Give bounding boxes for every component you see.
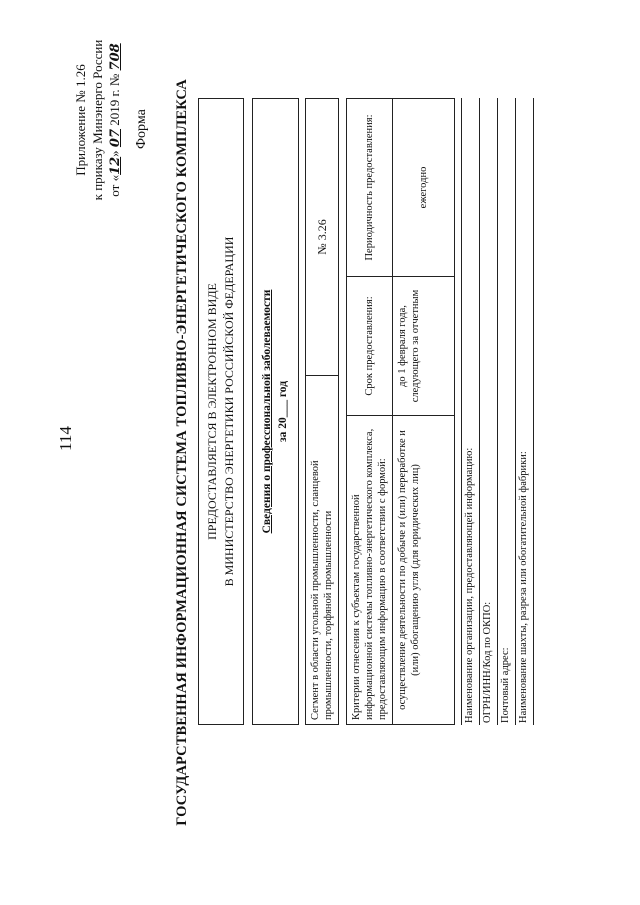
organization-name-field: Наименование организации, предоставляющей информацию: [462, 98, 480, 725]
frequency-header: Периодичность предоставления: [347, 99, 393, 277]
annex-day: 12 [108, 156, 123, 175]
segment-number: № 3.26 [306, 99, 339, 376]
form-title-box [252, 98, 299, 725]
postal-address-field: Почтовый адрес: [498, 98, 516, 725]
page-number: 114 [56, 426, 75, 451]
submission-box [198, 98, 244, 725]
annex-line-3: от «12» 07 2019 г. № 708 [107, 43, 123, 197]
annex-line-1: Приложение № 1.26 [73, 64, 88, 176]
mine-name-field: Наименование шахты, разреза или обогатительной фабрики: [516, 98, 534, 725]
annex-block [72, 15, 124, 225]
submission-line-2: В МИНИСТЕРСТВО ЭНЕРГЕТИКИ РОССИЙСКОЙ ФЕДЕРАЦИИ [222, 236, 236, 587]
system-title: ГОСУДАРСТВЕННАЯ ИНФОРМАЦИОННАЯ СИСТЕМА ТОПЛИВНО-ЭНЕРГЕТИЧЕСКОГО КОМПЛЕКСА [174, 79, 190, 826]
criteria-table [346, 98, 455, 725]
criteria-header: Критерии отнесения к субъектам государственной информационной системы топливно-энергетического комплекса, предоставляющим информацию в соответствии с формой: [347, 416, 393, 725]
ogrn-inn-okpo-field: ОГРН/ИНН/Код по ОКПО: [480, 98, 498, 725]
form-period: за 20___ год [277, 380, 289, 443]
frequency-value: ежегодно [393, 99, 455, 277]
annex-line-2: к приказу Минэнерго России [90, 39, 105, 201]
criteria-value: осуществление деятельности по добыче и (или) переработке и (или) обогащению угля (для юридических лиц) [393, 416, 455, 725]
form-label: Форма [134, 109, 149, 149]
deadline-value: до 1 февраля года, следующего за отчетным [393, 277, 455, 416]
form-title: Сведения о профессиональной заболеваемости [261, 289, 273, 534]
respondent-info [461, 98, 534, 725]
segment-label: Сегмент в области угольной промышленности, сланцевой промышленности, торфяной промышленности [306, 376, 339, 725]
deadline-header: Срок предоставления: [347, 277, 393, 416]
criteria-row [393, 99, 455, 725]
submission-line-1: ПРЕДОСТАВЛЯЕТСЯ В ЭЛЕКТРОННОМ ВИДЕ [205, 283, 219, 540]
annex-month: 07 [108, 128, 123, 148]
segment-table [305, 98, 339, 725]
criteria-header-row [347, 99, 393, 725]
annex-order-number: 708 [108, 43, 123, 71]
